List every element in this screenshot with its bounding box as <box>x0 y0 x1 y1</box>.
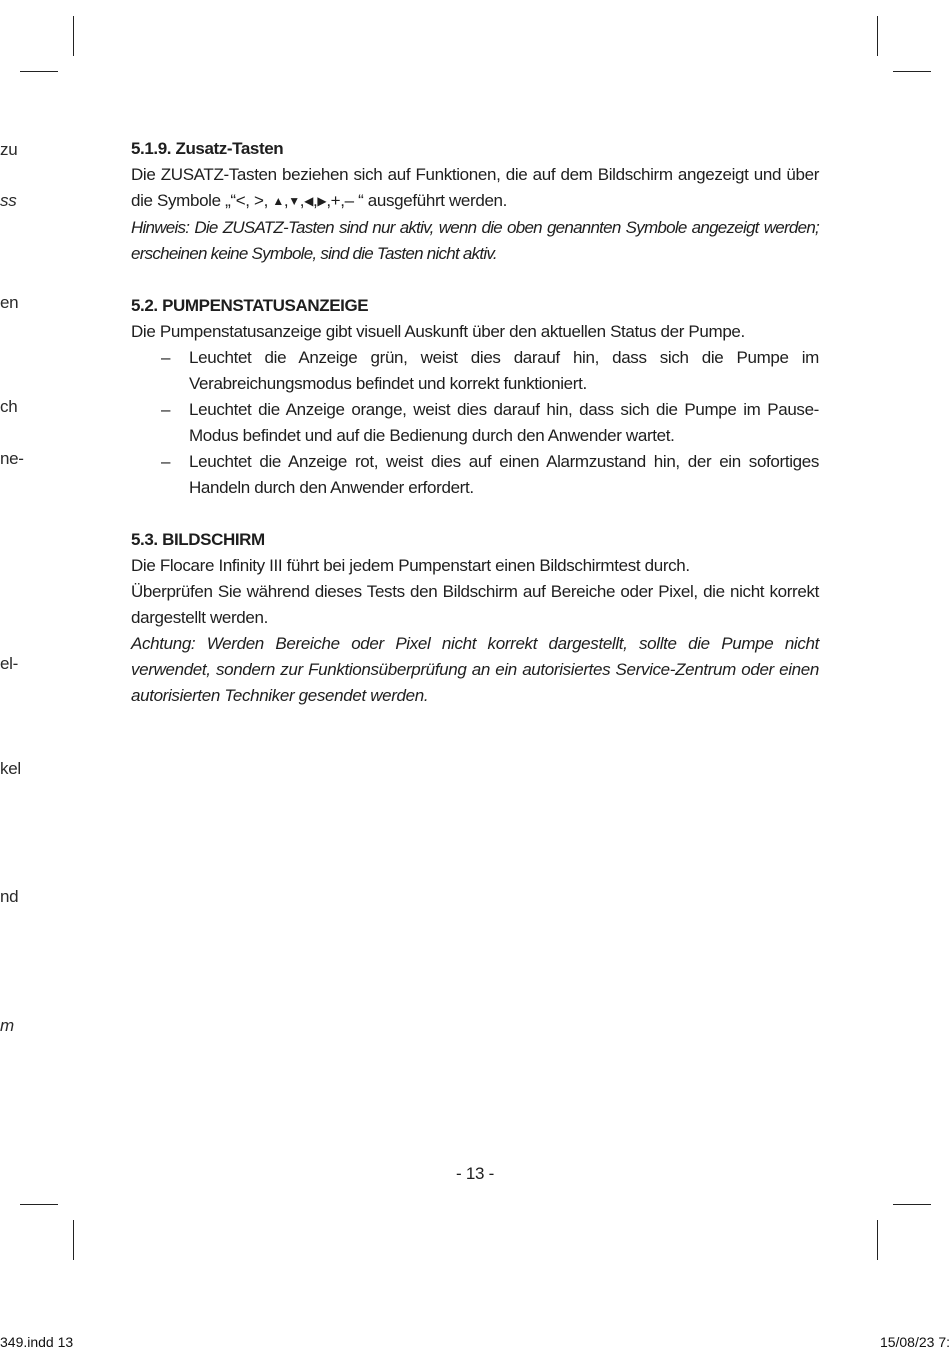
paragraph: Die Flocare Infinity III führt bei jedem Pumpenstart einen Bildschirmtest durch. <box>131 556 690 575</box>
section-heading: 5.1.9. Zusatz-Tasten <box>131 139 284 158</box>
crop-mark-bottom-right-horizontal <box>893 1204 931 1205</box>
note-paragraph: Hinweis: Die ZUSATZ-Tasten sind nur aktiv, wenn die oben genannten Symbole angezeigt werden; erscheinen keine Symbole, sind die Tasten nicht aktiv. <box>131 218 819 263</box>
margin-fragment: ss <box>0 191 17 210</box>
paragraph: Die Pumpenstatusanzeige gibt visuell Auskunft über den aktuellen Status der Pumpe. <box>131 322 745 341</box>
page-number: - 13 - <box>456 1164 494 1183</box>
margin-fragment: kel <box>0 759 21 778</box>
crop-mark-top-right-vertical <box>877 16 878 56</box>
dash-bullet: – <box>161 400 171 419</box>
margin-fragment: el- <box>0 654 18 673</box>
crop-mark-top-left-vertical <box>73 16 74 56</box>
margin-fragment: m <box>0 1016 14 1035</box>
section-pumpenstatusanzeige <box>131 293 819 501</box>
crop-mark-bottom-left-vertical <box>73 1220 74 1260</box>
margin-fragment: ne- <box>0 449 24 468</box>
triangle-down-icon: ▼ <box>288 194 300 208</box>
margin-fragment: en <box>0 293 19 312</box>
list-item <box>131 449 819 501</box>
dash-bullet: – <box>161 452 171 471</box>
crop-mark-top-right-horizontal <box>893 71 931 72</box>
crop-mark-top-left-horizontal <box>20 71 58 72</box>
list-item <box>131 397 819 449</box>
triangle-up-icon: ▲ <box>272 194 284 208</box>
margin-fragment: ch <box>0 397 18 416</box>
margin-fragment: zu <box>0 140 18 159</box>
list-item-text: Leuchtet die Anzeige grün, weist dies darauf hin, dass sich die Pumpe im Verabreichungsmodus befindet und korrekt funktioniert. <box>189 348 819 393</box>
print-slug-date: 15/08/23 7: <box>879 1334 950 1350</box>
text-line: ,+,– “ ausgeführt werden. <box>326 191 508 210</box>
print-slug-file: 349.indd 13 <box>0 1334 74 1350</box>
list-item-text: Leuchtet die Anzeige orange, weist dies darauf hin, dass sich die Pumpe im Pause-Modus befindet und auf die Bedienung durch den Anwender wartet. <box>189 400 819 445</box>
triangle-left-icon: ◀ <box>304 194 314 208</box>
section-heading: 5.3. BILDSCHIRM <box>131 530 265 549</box>
margin-fragment: nd <box>0 887 19 906</box>
paragraph: Überprüfen Sie während dieses Tests den Bildschirm auf Bereiche oder Pixel, die nicht korrekt dargestellt werden. <box>131 582 819 627</box>
warning-paragraph: Achtung: Werden Bereiche oder Pixel nicht korrekt dargestellt, sollte die Pumpe nicht verwendet, sondern zur Funktionsüberprüfung an ein autorisiertes Service-Zentrum oder einen autorisierten Techniker gesendet werden. <box>131 634 819 705</box>
section-heading: 5.2. PUMPENSTATUSANZEIGE <box>131 296 369 315</box>
status-list <box>131 345 819 501</box>
section-zusatz-tasten <box>131 136 819 267</box>
text-line: über die Symbole „“<, >, <box>131 165 820 210</box>
dash-bullet: – <box>161 348 171 367</box>
section-bildschirm <box>131 527 819 709</box>
triangle-right-icon: ▶ <box>317 194 327 208</box>
crop-mark-bottom-left-horizontal <box>20 1204 58 1205</box>
list-item-text: Leuchtet die Anzeige rot, weist dies auf einen Alarmzustand hin, der ein sofortiges Handeln durch den Anwender erfordert. <box>189 452 819 497</box>
list-item <box>131 345 819 397</box>
paragraph: Die ZUSATZ-Tasten beziehen sich auf Funktionen, die auf dem Bildschirm angezeigt und über die Symbole „“<, >, ▲,▼,◀,▶,+,– “ ausgeführt werden. <box>131 165 820 210</box>
text-line: Die ZUSATZ-Tasten beziehen sich auf Funktionen, die auf dem Bildschirm angezeigt und <box>131 165 782 184</box>
crop-mark-bottom-right-vertical <box>877 1220 878 1260</box>
page-content <box>131 136 819 735</box>
